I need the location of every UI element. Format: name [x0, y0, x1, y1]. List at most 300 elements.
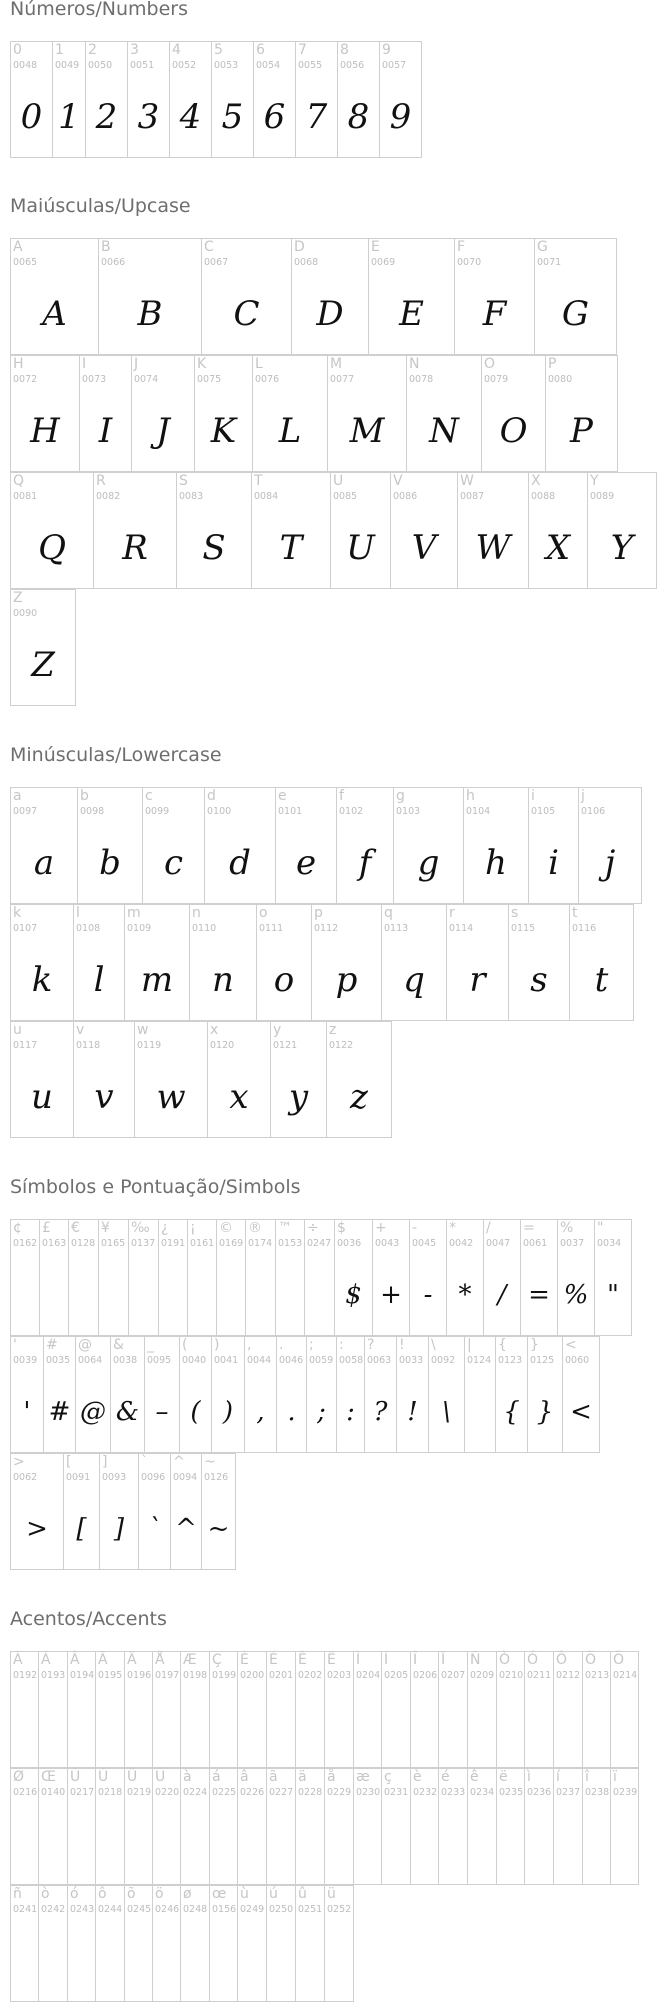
glyph-sample: }	[536, 1397, 554, 1427]
glyph-code-label: 0105	[531, 806, 556, 817]
glyph-code-label: 0100	[207, 806, 232, 817]
glyph-row	[10, 1219, 631, 1336]
glyph-cell	[10, 904, 74, 1021]
glyph-sample: J	[156, 411, 170, 451]
glyph-char-label: â	[240, 1769, 249, 1785]
glyph-char-label: X	[531, 473, 541, 489]
glyph-code-label: 0045	[412, 1238, 437, 1249]
glyph-char-label: ë	[499, 1769, 508, 1785]
section-title-symbols: Símbolos e Pontuação/Simbols	[10, 1176, 301, 1198]
glyph-code-label: 0097	[13, 806, 38, 817]
section-title-upcase: Maiúsculas/Upcase	[10, 195, 191, 217]
glyph-code-label: 0066	[101, 257, 126, 268]
glyph-code-label: 0112	[314, 923, 339, 934]
glyph-cell	[266, 1768, 296, 1885]
glyph-code-label: 0036	[337, 1238, 362, 1249]
glyph-char-label: £	[42, 1220, 51, 1236]
glyph-cell	[528, 787, 579, 904]
glyph-code-label: 0091	[66, 1472, 91, 1483]
glyph-cell	[304, 1219, 335, 1336]
glyph-cell	[410, 1651, 439, 1768]
glyph-cell	[93, 472, 177, 589]
glyph-row	[10, 238, 616, 355]
glyph-char-label: é	[441, 1769, 450, 1785]
glyph-sample: T	[279, 528, 303, 568]
glyph-cell	[306, 1336, 337, 1453]
glyph-char-label: Ï	[441, 1652, 446, 1668]
glyph-code-label: 0140	[41, 1787, 66, 1798]
glyph-code-label: 0252	[327, 1904, 352, 1915]
glyph-code-label: 0195	[98, 1670, 123, 1681]
glyph-sample: ^	[175, 1514, 197, 1544]
glyph-cell	[152, 1651, 181, 1768]
glyph-sample: ~	[207, 1514, 230, 1544]
glyph-char-label: Ñ	[470, 1652, 481, 1668]
glyph-code-label: 0048	[13, 60, 38, 71]
glyph-cell	[438, 1768, 468, 1885]
glyph-char-label: q	[384, 905, 393, 921]
glyph-sample: Q	[38, 528, 66, 568]
glyph-sample: L	[278, 411, 302, 451]
glyph-code-label: 0194	[70, 1670, 95, 1681]
glyph-code-label: 0099	[145, 806, 170, 817]
glyph-cell	[95, 1768, 125, 1885]
glyph-code-label: 0193	[41, 1670, 66, 1681]
glyph-sample: U	[346, 528, 375, 568]
glyph-char-label: k	[13, 905, 22, 921]
glyph-code-label: 0042	[449, 1238, 474, 1249]
glyph-code-label: 0243	[70, 1904, 95, 1915]
glyph-cell	[10, 1021, 74, 1138]
glyph-cell	[496, 1651, 525, 1768]
glyph-cell	[209, 1768, 238, 1885]
glyph-cell	[557, 1219, 595, 1336]
glyph-cell	[52, 41, 86, 158]
glyph-cell	[463, 787, 529, 904]
glyph-code-label: 0113	[384, 923, 409, 934]
glyph-char-label: \	[431, 1337, 436, 1353]
glyph-sample: !	[407, 1397, 418, 1427]
glyph-cell	[142, 787, 205, 904]
glyph-cell	[324, 1885, 354, 2002]
glyph-cell	[251, 472, 331, 589]
glyph-code-label: 0090	[13, 608, 38, 619]
glyph-cell	[295, 41, 338, 158]
glyph-cell	[483, 1219, 521, 1336]
glyph-char-label: ‰	[131, 1220, 150, 1236]
glyph-sample: 7	[305, 97, 328, 137]
glyph-char-label: `	[141, 1454, 148, 1470]
glyph-code-label: 0118	[76, 1040, 101, 1051]
glyph-sample: \	[442, 1397, 451, 1427]
glyph-row	[10, 904, 633, 1021]
glyph-code-label: 0191	[161, 1238, 186, 1249]
glyph-code-label: 0096	[141, 1472, 166, 1483]
glyph-char-label: Û	[127, 1769, 138, 1785]
glyph-cell	[582, 1651, 611, 1768]
glyph-sample: a	[33, 843, 55, 883]
glyph-char-label: d	[207, 788, 216, 804]
glyph-row	[10, 472, 656, 589]
glyph-sample: H	[30, 411, 60, 451]
glyph-code-label: 0098	[80, 806, 105, 817]
glyph-cell	[295, 1768, 325, 1885]
glyph-code-label: 0073	[82, 374, 107, 385]
glyph-cell	[10, 1768, 39, 1885]
glyph-char-label: ©	[219, 1220, 233, 1236]
glyph-code-label: 0202	[298, 1670, 323, 1681]
glyph-char-label: I	[82, 356, 87, 372]
glyph-char-label: $	[337, 1220, 346, 1236]
glyph-char-label: Ò	[499, 1652, 511, 1668]
glyph-char-label: )	[214, 1337, 220, 1353]
glyph-cell	[134, 1021, 208, 1138]
glyph-char-label: u	[13, 1022, 22, 1038]
glyph-char-label: ?	[367, 1337, 375, 1353]
glyph-code-label: 0248	[183, 1904, 208, 1915]
glyph-code-label: 0218	[98, 1787, 123, 1798]
glyph-cell	[98, 1219, 129, 1336]
glyph-code-label: 0237	[556, 1787, 581, 1798]
glyph-char-label: Ã	[98, 1652, 108, 1668]
glyph-code-label: 0201	[269, 1670, 294, 1681]
glyph-sample: w	[156, 1077, 186, 1117]
glyph-cell	[390, 472, 458, 589]
glyph-char-label: Á	[41, 1652, 51, 1668]
glyph-cell	[10, 1885, 39, 2002]
glyph-code-label: 0214	[613, 1670, 638, 1681]
glyph-code-label: 0235	[499, 1787, 524, 1798]
glyph-code-label: 0230	[356, 1787, 381, 1798]
glyph-char-label: Z	[13, 590, 23, 606]
glyph-code-label: 0039	[13, 1355, 38, 1366]
glyph-cell	[508, 904, 570, 1021]
glyph-sample: B	[137, 294, 163, 334]
glyph-cell	[99, 1453, 139, 1570]
glyph-char-label: >	[13, 1454, 25, 1470]
glyph-sample: `	[148, 1514, 161, 1544]
glyph-code-label: 0156	[212, 1904, 237, 1915]
glyph-cell	[194, 355, 253, 472]
glyph-sample: :	[346, 1397, 355, 1427]
glyph-code-label: 0089	[590, 491, 615, 502]
glyph-code-label: 0212	[556, 1670, 581, 1681]
glyph-char-label: á	[212, 1769, 221, 1785]
glyph-char-label: r	[449, 905, 455, 921]
glyph-cell	[295, 1651, 325, 1768]
glyph-cell	[170, 1453, 202, 1570]
glyph-char-label: ö	[155, 1886, 164, 1902]
glyph-sample: .	[287, 1397, 296, 1427]
glyph-cell	[438, 1651, 468, 1768]
glyph-char-label: T	[254, 473, 263, 489]
glyph-char-label: p	[314, 905, 323, 921]
glyph-cell	[201, 238, 292, 355]
glyph-code-label: 0061	[523, 1238, 548, 1249]
glyph-sample: j	[604, 843, 616, 883]
glyph-cell	[276, 1336, 307, 1453]
glyph-sample: {	[503, 1397, 520, 1427]
glyph-char-label: í	[556, 1769, 560, 1785]
glyph-sample: O	[499, 411, 528, 451]
glyph-char-label: %	[560, 1220, 574, 1236]
glyph-cell	[237, 1768, 267, 1885]
glyph-cell	[180, 1651, 210, 1768]
glyph-code-label: 0035	[46, 1355, 71, 1366]
glyph-char-label: ,	[247, 1337, 252, 1353]
glyph-cell	[311, 904, 382, 1021]
glyph-code-label: 0115	[511, 923, 536, 934]
glyph-char-label: Ö	[613, 1652, 625, 1668]
glyph-char-label: S	[179, 473, 188, 489]
glyph-char-label: @	[78, 1337, 92, 1353]
glyph-char-label: V	[393, 473, 403, 489]
glyph-code-label: 0104	[466, 806, 491, 817]
glyph-char-label: €	[71, 1220, 80, 1236]
glyph-code-label: 0062	[13, 1472, 38, 1483]
glyph-sample: g	[417, 843, 440, 883]
glyph-code-label: 0162	[13, 1238, 38, 1249]
glyph-code-label: 0085	[333, 491, 358, 502]
glyph-cell	[189, 904, 257, 1021]
glyph-char-label: 8	[340, 42, 349, 58]
glyph-cell	[38, 1768, 68, 1885]
glyph-sample: V	[411, 528, 437, 568]
glyph-cell	[326, 1021, 392, 1138]
glyph-code-label: 0216	[13, 1787, 38, 1798]
glyph-cell	[79, 355, 132, 472]
glyph-cell	[216, 1219, 246, 1336]
glyph-char-label: M	[330, 356, 343, 372]
glyph-char-label: "	[597, 1220, 604, 1236]
glyph-char-label: 1	[55, 42, 64, 58]
glyph-code-label: 0206	[413, 1670, 438, 1681]
glyph-code-label: 0043	[375, 1238, 400, 1249]
glyph-code-label: 0077	[330, 374, 355, 385]
glyph-code-label: 0046	[279, 1355, 304, 1366]
glyph-sample: =	[528, 1280, 550, 1310]
glyph-sample: o	[273, 960, 295, 1000]
glyph-char-label: [	[66, 1454, 72, 1470]
glyph-char-label: .	[279, 1337, 284, 1353]
glyph-sample: '	[23, 1397, 31, 1427]
glyph-cell	[381, 904, 447, 1021]
glyph-code-label: 0068	[294, 257, 319, 268]
glyph-char-label: H	[13, 356, 24, 372]
glyph-cell	[209, 1885, 238, 2002]
glyph-cell	[95, 1651, 125, 1768]
glyph-code-label: 0075	[197, 374, 222, 385]
glyph-char-label: Ë	[327, 1652, 336, 1668]
glyph-char-label: L	[255, 356, 263, 372]
glyph-cell	[393, 787, 464, 904]
glyph-sample: x	[229, 1077, 249, 1117]
glyph-cell	[324, 1768, 354, 1885]
glyph-sample: N	[429, 411, 459, 451]
glyph-sample: Z	[31, 645, 55, 685]
glyph-char-label: v	[76, 1022, 85, 1038]
glyph-cell	[39, 1219, 69, 1336]
glyph-cell	[396, 1336, 429, 1453]
glyph-cell	[409, 1219, 447, 1336]
glyph-sample: 1	[58, 97, 80, 137]
glyph-code-label: 0086	[393, 491, 418, 502]
glyph-sample: +	[380, 1280, 402, 1310]
glyph-char-label: Ù	[70, 1769, 81, 1785]
glyph-char-label: f	[339, 788, 344, 804]
glyph-cell	[291, 238, 369, 355]
glyph-sample: S	[202, 528, 226, 568]
glyph-cell	[410, 1768, 439, 1885]
glyph-char-label: ;	[309, 1337, 314, 1353]
glyph-char-label: :	[339, 1337, 344, 1353]
glyph-char-label: 9	[382, 42, 391, 58]
glyph-code-label: 0163	[42, 1238, 67, 1249]
glyph-code-label: 0121	[273, 1040, 298, 1051]
glyph-cell	[464, 1336, 496, 1453]
glyph-sample: u	[31, 1077, 53, 1117]
glyph-code-label: 0095	[147, 1355, 172, 1366]
glyph-char-label: ¡	[190, 1220, 196, 1236]
glyph-char-label: Y	[590, 473, 599, 489]
glyph-sample: (	[190, 1397, 201, 1427]
glyph-code-label: 0116	[572, 923, 597, 934]
glyph-code-label: 0239	[613, 1787, 638, 1798]
glyph-char-label: U	[333, 473, 344, 489]
glyph-code-label: 0111	[259, 923, 284, 934]
glyph-code-label: 0124	[467, 1355, 492, 1366]
glyph-sample: C	[233, 294, 260, 334]
glyph-char-label: æ	[356, 1769, 370, 1785]
glyph-sample: 6	[263, 97, 286, 137]
glyph-cell	[73, 1021, 135, 1138]
glyph-cell	[245, 1219, 276, 1336]
glyph-code-label: 0205	[384, 1670, 409, 1681]
glyph-cell	[364, 1336, 397, 1453]
glyph-code-label: 0034	[597, 1238, 622, 1249]
glyph-char-label: A	[13, 239, 23, 255]
glyph-cell	[10, 1453, 64, 1570]
glyph-code-label: 0093	[102, 1472, 127, 1483]
glyph-cell	[209, 1651, 238, 1768]
glyph-cell	[67, 1768, 96, 1885]
glyph-cell	[545, 355, 618, 472]
glyph-cell	[169, 41, 212, 158]
glyph-sample: $	[345, 1280, 362, 1310]
glyph-cell	[207, 1021, 271, 1138]
glyph-row	[10, 1336, 599, 1453]
glyph-char-label: ø	[183, 1886, 192, 1902]
glyph-char-label: s	[511, 905, 519, 921]
glyph-sample: K	[210, 411, 237, 451]
glyph-row	[10, 355, 617, 472]
glyph-cell	[124, 1651, 153, 1768]
glyph-char-label: ™	[278, 1220, 292, 1236]
glyph-sample: G	[561, 294, 590, 334]
glyph-sample: e	[295, 843, 317, 883]
glyph-code-label: 0088	[531, 491, 556, 502]
glyph-char-label: '	[13, 1337, 17, 1353]
glyph-cell	[467, 1768, 497, 1885]
glyph-code-label: 0072	[13, 374, 38, 385]
glyph-sample: I	[98, 411, 113, 451]
glyph-char-label: }	[530, 1337, 539, 1353]
glyph-char-label: &	[113, 1337, 124, 1353]
glyph-cell	[256, 904, 312, 1021]
glyph-code-label: 0057	[382, 60, 407, 71]
glyph-code-label: 0054	[256, 60, 281, 71]
glyph-cell	[582, 1768, 611, 1885]
glyph-sample: 8	[347, 97, 370, 137]
glyph-char-label: Î	[413, 1652, 418, 1668]
glyph-cell	[10, 472, 94, 589]
glyph-cell	[446, 904, 509, 1021]
glyph-code-label: 0119	[137, 1040, 162, 1051]
glyph-cell	[180, 1768, 210, 1885]
glyph-cell	[330, 472, 391, 589]
glyph-char-label: õ	[127, 1886, 136, 1902]
glyph-cell	[454, 238, 535, 355]
glyph-sample: )	[222, 1397, 234, 1427]
glyph-sample: ]	[113, 1514, 125, 1544]
glyph-code-label: 0236	[527, 1787, 552, 1798]
glyph-code-label: 0033	[399, 1355, 424, 1366]
glyph-char-label: ê	[470, 1769, 479, 1785]
glyph-code-label: 0228	[298, 1787, 323, 1798]
glyph-char-label: 5	[214, 42, 223, 58]
glyph-char-label: #	[46, 1337, 58, 1353]
glyph-code-label: 0041	[214, 1355, 239, 1366]
glyph-char-label: Å	[155, 1652, 165, 1668]
glyph-char-label: Â	[70, 1652, 80, 1668]
glyph-code-label: 0081	[13, 491, 38, 502]
glyph-char-label: à	[183, 1769, 192, 1785]
glyph-char-label: ô	[98, 1886, 107, 1902]
glyph-sample: z	[350, 1077, 368, 1117]
glyph-code-label: 0165	[101, 1238, 126, 1249]
glyph-code-label: 0078	[409, 374, 434, 385]
glyph-char-label: b	[80, 788, 89, 804]
glyph-sample: r	[469, 960, 486, 1000]
glyph-char-label: D	[294, 239, 305, 255]
glyph-cell	[244, 1336, 277, 1453]
glyph-code-label: 0114	[449, 923, 474, 934]
glyph-code-label: 0103	[396, 806, 421, 817]
glyph-cell	[110, 1336, 145, 1453]
glyph-cell	[527, 1336, 563, 1453]
glyph-sample: y	[288, 1077, 309, 1117]
glyph-code-label: 0101	[278, 806, 303, 817]
glyph-char-label: ñ	[13, 1886, 22, 1902]
glyph-cell	[10, 41, 53, 158]
glyph-code-label: 0070	[457, 257, 482, 268]
glyph-cell	[252, 355, 328, 472]
glyph-char-label: Õ	[585, 1652, 597, 1668]
glyph-cell	[428, 1336, 465, 1453]
glyph-code-label: 0074	[134, 374, 159, 385]
glyph-code-label: 0169	[219, 1238, 244, 1249]
glyph-code-label: 0161	[190, 1238, 215, 1249]
glyph-row	[10, 1453, 235, 1570]
glyph-code-label: 0065	[13, 257, 38, 268]
glyph-sample: m	[140, 960, 174, 1000]
glyph-cell	[587, 472, 657, 589]
glyph-cell	[43, 1336, 76, 1453]
glyph-cell	[379, 41, 422, 158]
glyph-cell	[594, 1219, 632, 1336]
glyph-char-label: Ú	[98, 1769, 109, 1785]
glyph-code-label: 0067	[204, 257, 229, 268]
